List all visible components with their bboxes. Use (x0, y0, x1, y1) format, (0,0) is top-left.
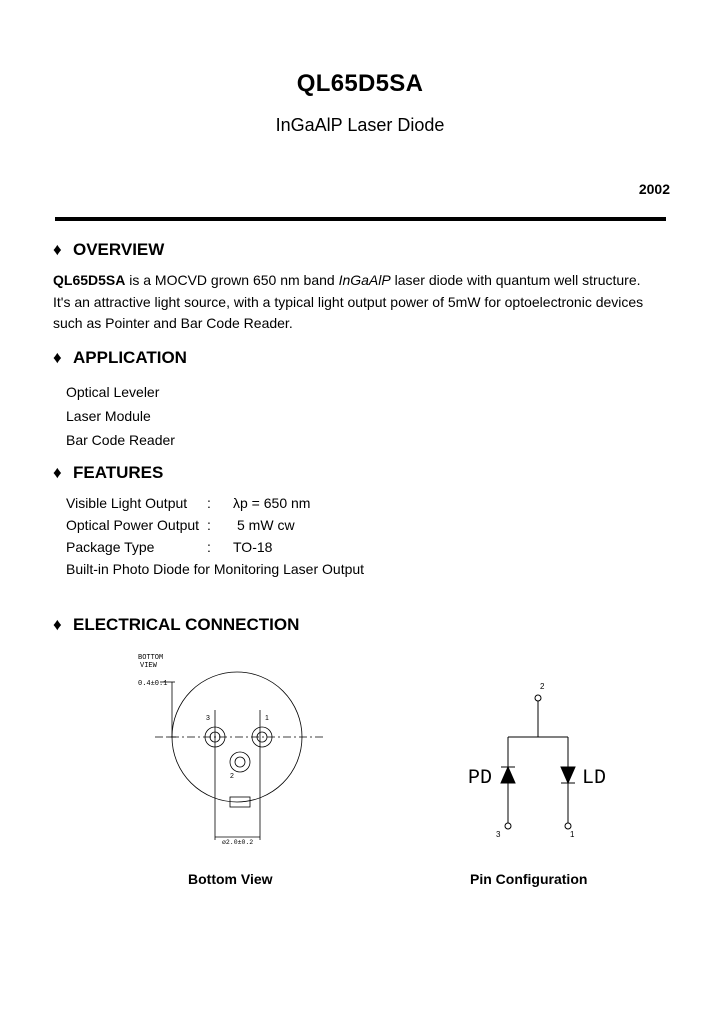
pin-terminal (505, 823, 511, 829)
overview-heading-text: OVERVIEW (73, 240, 165, 259)
pin-number: 2 (230, 773, 234, 780)
pd-label: PD (468, 767, 493, 790)
pin-configuration-diagram (460, 675, 620, 845)
diamond-bullet-icon: ♦ (53, 240, 62, 259)
feature-value: 5 mW cw (237, 517, 295, 533)
ld-label: LD (582, 767, 607, 790)
feature-label: Package Type (66, 539, 155, 555)
pin-spacing-label: ø2.0±0.2 (222, 839, 254, 845)
pin-label-left: 3 (496, 830, 501, 839)
feature-extra: Built-in Photo Diode for Monitoring Laser Output (66, 561, 365, 577)
pin-label-right: 1 (570, 830, 575, 839)
feature-label: Visible Light Output (66, 495, 188, 511)
feature-label: Optical Power Output (66, 517, 200, 533)
pin-label-top: 2 (540, 682, 545, 691)
bottom-view-diagram (120, 645, 340, 845)
application-item: Laser Module (66, 408, 151, 424)
overview-text-1: is a MOCVD grown 650 nm band (125, 272, 339, 288)
electrical-heading-text: ELECTRICAL CONNECTION (73, 615, 300, 634)
page-title: QL65D5SA (296, 70, 424, 97)
pin-number: 3 (206, 715, 210, 722)
pin-hole (235, 757, 245, 767)
application-item: Bar Code Reader (66, 432, 175, 448)
application-heading (53, 348, 187, 368)
feature-colon: : (207, 495, 211, 511)
feature-value: λp = 650 nm (233, 495, 311, 511)
overview-line-2: It's an attractive light source, with a typical light output power of 5mW for optoelectronic devices (53, 293, 644, 310)
overview-material: InGaAlP (338, 272, 391, 288)
features-heading-text: FEATURES (73, 463, 164, 482)
diamond-bullet-icon: ♦ (53, 615, 62, 634)
features-heading (53, 463, 163, 483)
dimension-label: 0.4±0.1 (138, 680, 168, 688)
feature-value: TO-18 (233, 539, 273, 555)
application-list (66, 380, 175, 452)
feature-colon: : (207, 517, 211, 533)
overview-text-2: laser diode with quantum well structure. (390, 272, 641, 288)
pin-terminal (565, 823, 571, 829)
pin-number: 1 (265, 715, 269, 722)
overview-part-name: QL65D5SA (53, 272, 126, 288)
bottom-view-label-1: BOTTOM (138, 654, 164, 662)
bottom-view-caption: Bottom View (188, 871, 273, 887)
overview-line-3: such as Pointer and Bar Code Reader. (53, 315, 293, 331)
feature-row (66, 492, 364, 514)
pin-terminal (535, 695, 541, 701)
application-heading-text: APPLICATION (73, 348, 187, 367)
feature-row (66, 536, 364, 558)
document-year: 2002 (638, 181, 670, 197)
pin-pad (230, 752, 250, 772)
diamond-bullet-icon: ♦ (53, 463, 62, 482)
page-subtitle: InGaAlP Laser Diode (275, 115, 445, 135)
feature-row (66, 514, 364, 536)
header-divider (55, 217, 666, 221)
overview-paragraph (53, 270, 673, 335)
photodiode-icon (501, 767, 515, 783)
overview-line-1 (53, 270, 673, 292)
diamond-bullet-icon: ♦ (53, 348, 62, 367)
electrical-heading (53, 615, 299, 635)
features-table (66, 492, 364, 580)
laser-diode-icon (561, 767, 575, 783)
application-item: Optical Leveler (66, 384, 160, 400)
pin-configuration-caption: Pin Configuration (470, 871, 588, 887)
bottom-view-label-2: VIEW (140, 662, 157, 670)
overview-heading (53, 240, 164, 260)
feature-colon: : (207, 539, 211, 555)
